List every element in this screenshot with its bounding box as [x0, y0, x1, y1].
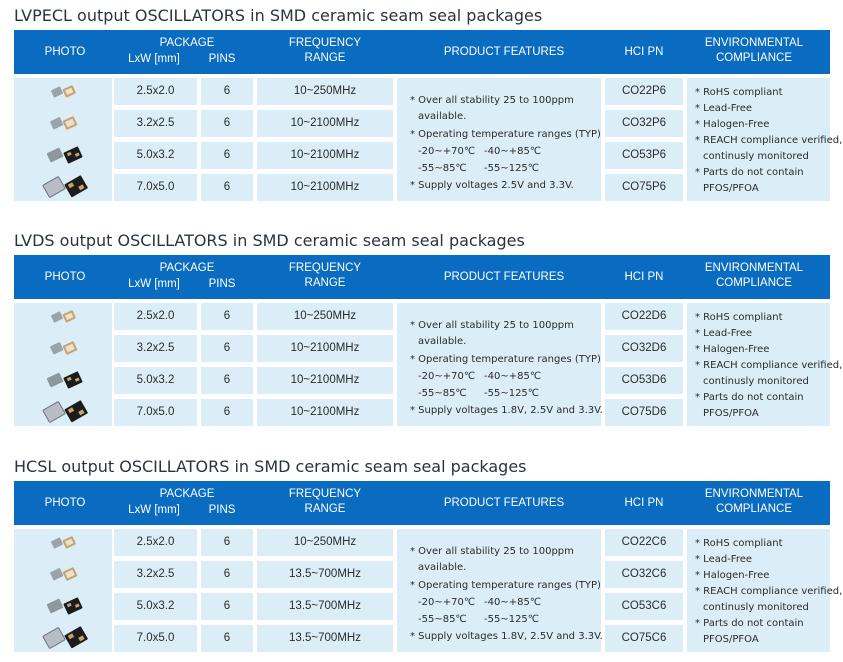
- header-compliance-label: COMPLIANCE: [715, 277, 793, 289]
- table-row-pins: 6: [223, 85, 231, 97]
- feature-temp-2: -40~+85℃: [484, 597, 542, 608]
- env-lead-free: * Lead-Free: [695, 103, 753, 114]
- header-environmental: [684, 261, 824, 293]
- table-row-frequency: 10~2100MHz: [290, 342, 360, 354]
- table-row-frequency: 13.5~700MHz: [289, 600, 361, 612]
- table-row-pins: 6: [223, 568, 231, 580]
- feature-voltages: * Supply voltages 1.8V, 2.5V and 3.3V.: [410, 405, 603, 416]
- feature-stability: * Over all stability 25 to 100ppm: [410, 320, 574, 331]
- table-row-pins: 6: [223, 310, 231, 322]
- header-frequency: [260, 487, 390, 519]
- header-env-label: ENVIRONMENTAL: [704, 37, 804, 49]
- feature-available: available.: [418, 336, 467, 347]
- header-package-label: PACKAGE: [159, 262, 215, 274]
- table-row-part-number: CO53D6: [621, 374, 667, 386]
- table-row-size: 7.0x5.0: [136, 406, 175, 418]
- feature-temp-4: -55~125℃: [484, 163, 540, 174]
- env-pfos-pfoa: PFOS/PFOA: [703, 183, 759, 194]
- header-hci-pn: HCI PN: [624, 271, 664, 283]
- header-features: PRODUCT FEATURES: [443, 46, 565, 58]
- table-row-pins: 6: [223, 374, 231, 386]
- feature-voltages: * Supply voltages 1.8V, 2.5V and 3.3V.: [410, 631, 603, 642]
- feature-temp-2: -40~+85℃: [484, 146, 542, 157]
- table-row-size: 2.5x2.0: [136, 310, 175, 322]
- header-environmental: [684, 36, 824, 68]
- oscillator-5032-image: [45, 370, 85, 390]
- env-monitored: continusly monitored: [703, 151, 809, 162]
- table-row-frequency: 10~2100MHz: [290, 181, 360, 193]
- feature-available: available.: [418, 111, 467, 122]
- oscillator-3225-image: [49, 340, 79, 357]
- header-range-label: RANGE: [304, 503, 346, 515]
- section-title: LVDS output OSCILLATORS in SMD ceramic seam seal packages: [14, 231, 525, 250]
- oscillator-3225-image: [49, 115, 79, 132]
- feature-stability: * Over all stability 25 to 100ppm: [410, 95, 574, 106]
- header-env-label: ENVIRONMENTAL: [704, 262, 804, 274]
- oscillator-7050-image: [42, 174, 90, 200]
- header-hci-pn: HCI PN: [624, 46, 664, 58]
- oscillator-2520-image: [50, 535, 78, 551]
- env-pfos: * Parts do not contain: [695, 167, 804, 178]
- table-row-frequency: 10~2100MHz: [290, 406, 360, 418]
- env-halogen-free: * Halogen-Free: [695, 570, 770, 581]
- table-row-pins: 6: [223, 632, 231, 644]
- feature-temp-ranges: * Operating temperature ranges (TYP): [410, 129, 601, 140]
- table-row-size: 5.0x3.2: [136, 149, 175, 161]
- table-row-pins: 6: [223, 600, 231, 612]
- feature-temp-1: -20~+70℃: [418, 146, 476, 157]
- header-range-label: RANGE: [304, 52, 346, 64]
- table-row-pins: 6: [223, 181, 231, 193]
- table-row-size: 7.0x5.0: [136, 181, 175, 193]
- table-row-frequency: 13.5~700MHz: [289, 632, 361, 644]
- table-row-part-number: CO53P6: [621, 149, 667, 161]
- table-row-part-number: CO22C6: [621, 536, 667, 548]
- feature-available: available.: [418, 562, 467, 573]
- oscillator-5032-image: [45, 596, 85, 616]
- header-frequency-label: FREQUENCY: [288, 488, 362, 500]
- header-compliance-label: COMPLIANCE: [715, 503, 793, 515]
- feature-temp-4: -55~125℃: [484, 614, 540, 625]
- table-row-size: 3.2x2.5: [136, 117, 175, 129]
- env-reach: * REACH compliance verified,: [695, 360, 843, 371]
- header-frequency: [260, 36, 390, 68]
- table-row-part-number: CO75C6: [621, 632, 667, 644]
- table-row-pins: 6: [223, 536, 231, 548]
- env-rohs: * RoHS compliant: [695, 312, 783, 323]
- oscillator-7050-image: [42, 399, 90, 425]
- header-package-label: PACKAGE: [159, 488, 215, 500]
- env-pfos-pfoa: PFOS/PFOA: [703, 408, 759, 419]
- env-pfos: * Parts do not contain: [695, 618, 804, 629]
- env-pfos-pfoa: PFOS/PFOA: [703, 634, 759, 645]
- section-title: LVPECL output OSCILLATORS in SMD ceramic seam seal packages: [14, 6, 543, 25]
- env-lead-free: * Lead-Free: [695, 328, 753, 339]
- header-pins: PINS: [208, 53, 236, 65]
- table-row-size: 7.0x5.0: [136, 632, 175, 644]
- oscillator-5032-image: [45, 145, 85, 165]
- header-range-label: RANGE: [304, 277, 346, 289]
- table-row-size: 5.0x3.2: [136, 600, 175, 612]
- header-hci-pn: HCI PN: [624, 497, 664, 509]
- table-row-frequency: 10~250MHz: [293, 310, 357, 322]
- env-halogen-free: * Halogen-Free: [695, 119, 770, 130]
- table-row-frequency: 10~250MHz: [293, 536, 357, 548]
- header-compliance-label: COMPLIANCE: [715, 52, 793, 64]
- table-header: [14, 481, 830, 525]
- table-row-size: 5.0x3.2: [136, 374, 175, 386]
- env-monitored: continusly monitored: [703, 376, 809, 387]
- table-row-part-number: CO22D6: [621, 310, 667, 322]
- header-pins: PINS: [208, 278, 236, 290]
- header-frequency-label: FREQUENCY: [288, 262, 362, 274]
- table-row-part-number: CO22P6: [621, 85, 667, 97]
- feature-temp-4: -55~125℃: [484, 388, 540, 399]
- header-photo: PHOTO: [44, 497, 86, 509]
- table-header: [14, 255, 830, 299]
- feature-temp-ranges: * Operating temperature ranges (TYP): [410, 354, 601, 365]
- table-row-part-number: CO75D6: [621, 406, 667, 418]
- table-row-pins: 6: [223, 149, 231, 161]
- table-row-part-number: CO32D6: [621, 342, 667, 354]
- table-row-size: 3.2x2.5: [136, 568, 175, 580]
- env-halogen-free: * Halogen-Free: [695, 344, 770, 355]
- env-rohs: * RoHS compliant: [695, 87, 783, 98]
- header-lxw: LxW [mm]: [128, 53, 180, 65]
- table-row-part-number: CO53C6: [621, 600, 667, 612]
- oscillator-2520-image: [50, 84, 78, 100]
- feature-temp-1: -20~+70℃: [418, 597, 476, 608]
- header-frequency-label: FREQUENCY: [288, 37, 362, 49]
- table-row-size: 2.5x2.0: [136, 85, 175, 97]
- table-row-part-number: CO32C6: [621, 568, 667, 580]
- table-row-pins: 6: [223, 406, 231, 418]
- header-frequency: [260, 261, 390, 293]
- table-header: [14, 30, 830, 74]
- table-row-frequency: 10~2100MHz: [290, 149, 360, 161]
- header-env-label: ENVIRONMENTAL: [704, 488, 804, 500]
- feature-temp-ranges: * Operating temperature ranges (TYP): [410, 580, 601, 591]
- feature-temp-3: -55~85℃: [418, 163, 467, 174]
- header-photo: PHOTO: [44, 271, 86, 283]
- table-row-frequency: 13.5~700MHz: [289, 568, 361, 580]
- env-lead-free: * Lead-Free: [695, 554, 753, 565]
- header-package-label: PACKAGE: [159, 37, 215, 49]
- oscillator-7050-image: [42, 625, 90, 651]
- oscillator-3225-image: [49, 566, 79, 583]
- table-row-pins: 6: [223, 342, 231, 354]
- table-row-pins: 6: [223, 117, 231, 129]
- table-row-size: 3.2x2.5: [136, 342, 175, 354]
- header-lxw: LxW [mm]: [128, 504, 180, 516]
- table-row-frequency: 10~2100MHz: [290, 117, 360, 129]
- env-rohs: * RoHS compliant: [695, 538, 783, 549]
- feature-temp-1: -20~+70℃: [418, 371, 476, 382]
- header-photo: PHOTO: [44, 46, 86, 58]
- env-pfos: * Parts do not contain: [695, 392, 804, 403]
- header-pins: PINS: [208, 504, 236, 516]
- table-row-frequency: 10~2100MHz: [290, 374, 360, 386]
- header-environmental: [684, 487, 824, 519]
- env-monitored: continusly monitored: [703, 602, 809, 613]
- header-lxw: LxW [mm]: [128, 278, 180, 290]
- env-reach: * REACH compliance verified,: [695, 135, 843, 146]
- feature-voltages: * Supply voltages 2.5V and 3.3V.: [410, 180, 574, 191]
- feature-temp-2: -40~+85℃: [484, 371, 542, 382]
- header-features: PRODUCT FEATURES: [443, 271, 565, 283]
- feature-stability: * Over all stability 25 to 100ppm: [410, 546, 574, 557]
- table-row-frequency: 10~250MHz: [293, 85, 357, 97]
- section-title: HCSL output OSCILLATORS in SMD ceramic seam seal packages: [14, 457, 527, 476]
- table-row-part-number: CO75P6: [621, 181, 667, 193]
- feature-temp-3: -55~85℃: [418, 614, 467, 625]
- table-row-part-number: CO32P6: [621, 117, 667, 129]
- oscillator-2520-image: [50, 309, 78, 325]
- header-features: PRODUCT FEATURES: [443, 497, 565, 509]
- feature-temp-3: -55~85℃: [418, 388, 467, 399]
- env-reach: * REACH compliance verified,: [695, 586, 843, 597]
- table-row-size: 2.5x2.0: [136, 536, 175, 548]
